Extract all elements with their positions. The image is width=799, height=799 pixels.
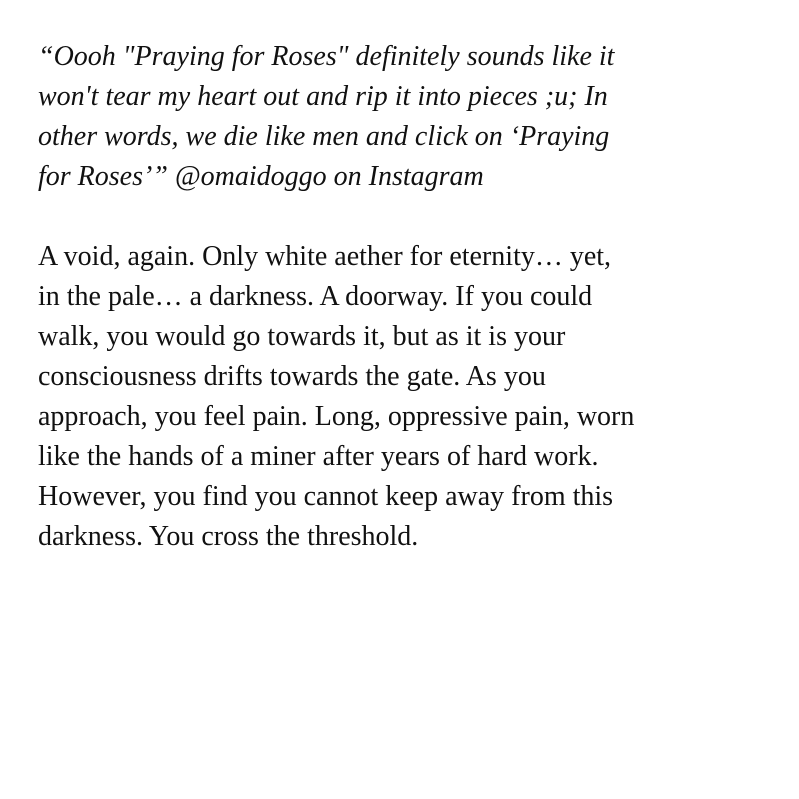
story-line: in the pale… a darkness. A doorway. If you could xyxy=(38,281,593,312)
story-line: like the hands of a miner after years of hard work. xyxy=(38,441,599,472)
story-line: approach, you feel pain. Long, oppressive pain, worn xyxy=(38,401,635,432)
quote-line: other words, we die like men and click on ‘Praying xyxy=(38,121,610,152)
story-line: darkness. You cross the threshold. xyxy=(38,521,419,552)
story-line: A void, again. Only white aether for eternity… yet, xyxy=(38,241,612,272)
quote-line: “Oooh "Praying for Roses" definitely sounds like it xyxy=(38,41,615,72)
story-paragraph xyxy=(38,237,768,557)
quote-line: for Roses’” @omaidoggo on Instagram xyxy=(38,161,484,192)
quote-line: won't tear my heart out and rip it into pieces ;u; In xyxy=(38,81,608,112)
quote-paragraph xyxy=(38,37,768,197)
story-line: consciousness drifts towards the gate. As you xyxy=(38,361,546,392)
story-line: However, you find you cannot keep away from this xyxy=(38,481,614,512)
story-line: walk, you would go towards it, but as it is your xyxy=(38,321,566,352)
